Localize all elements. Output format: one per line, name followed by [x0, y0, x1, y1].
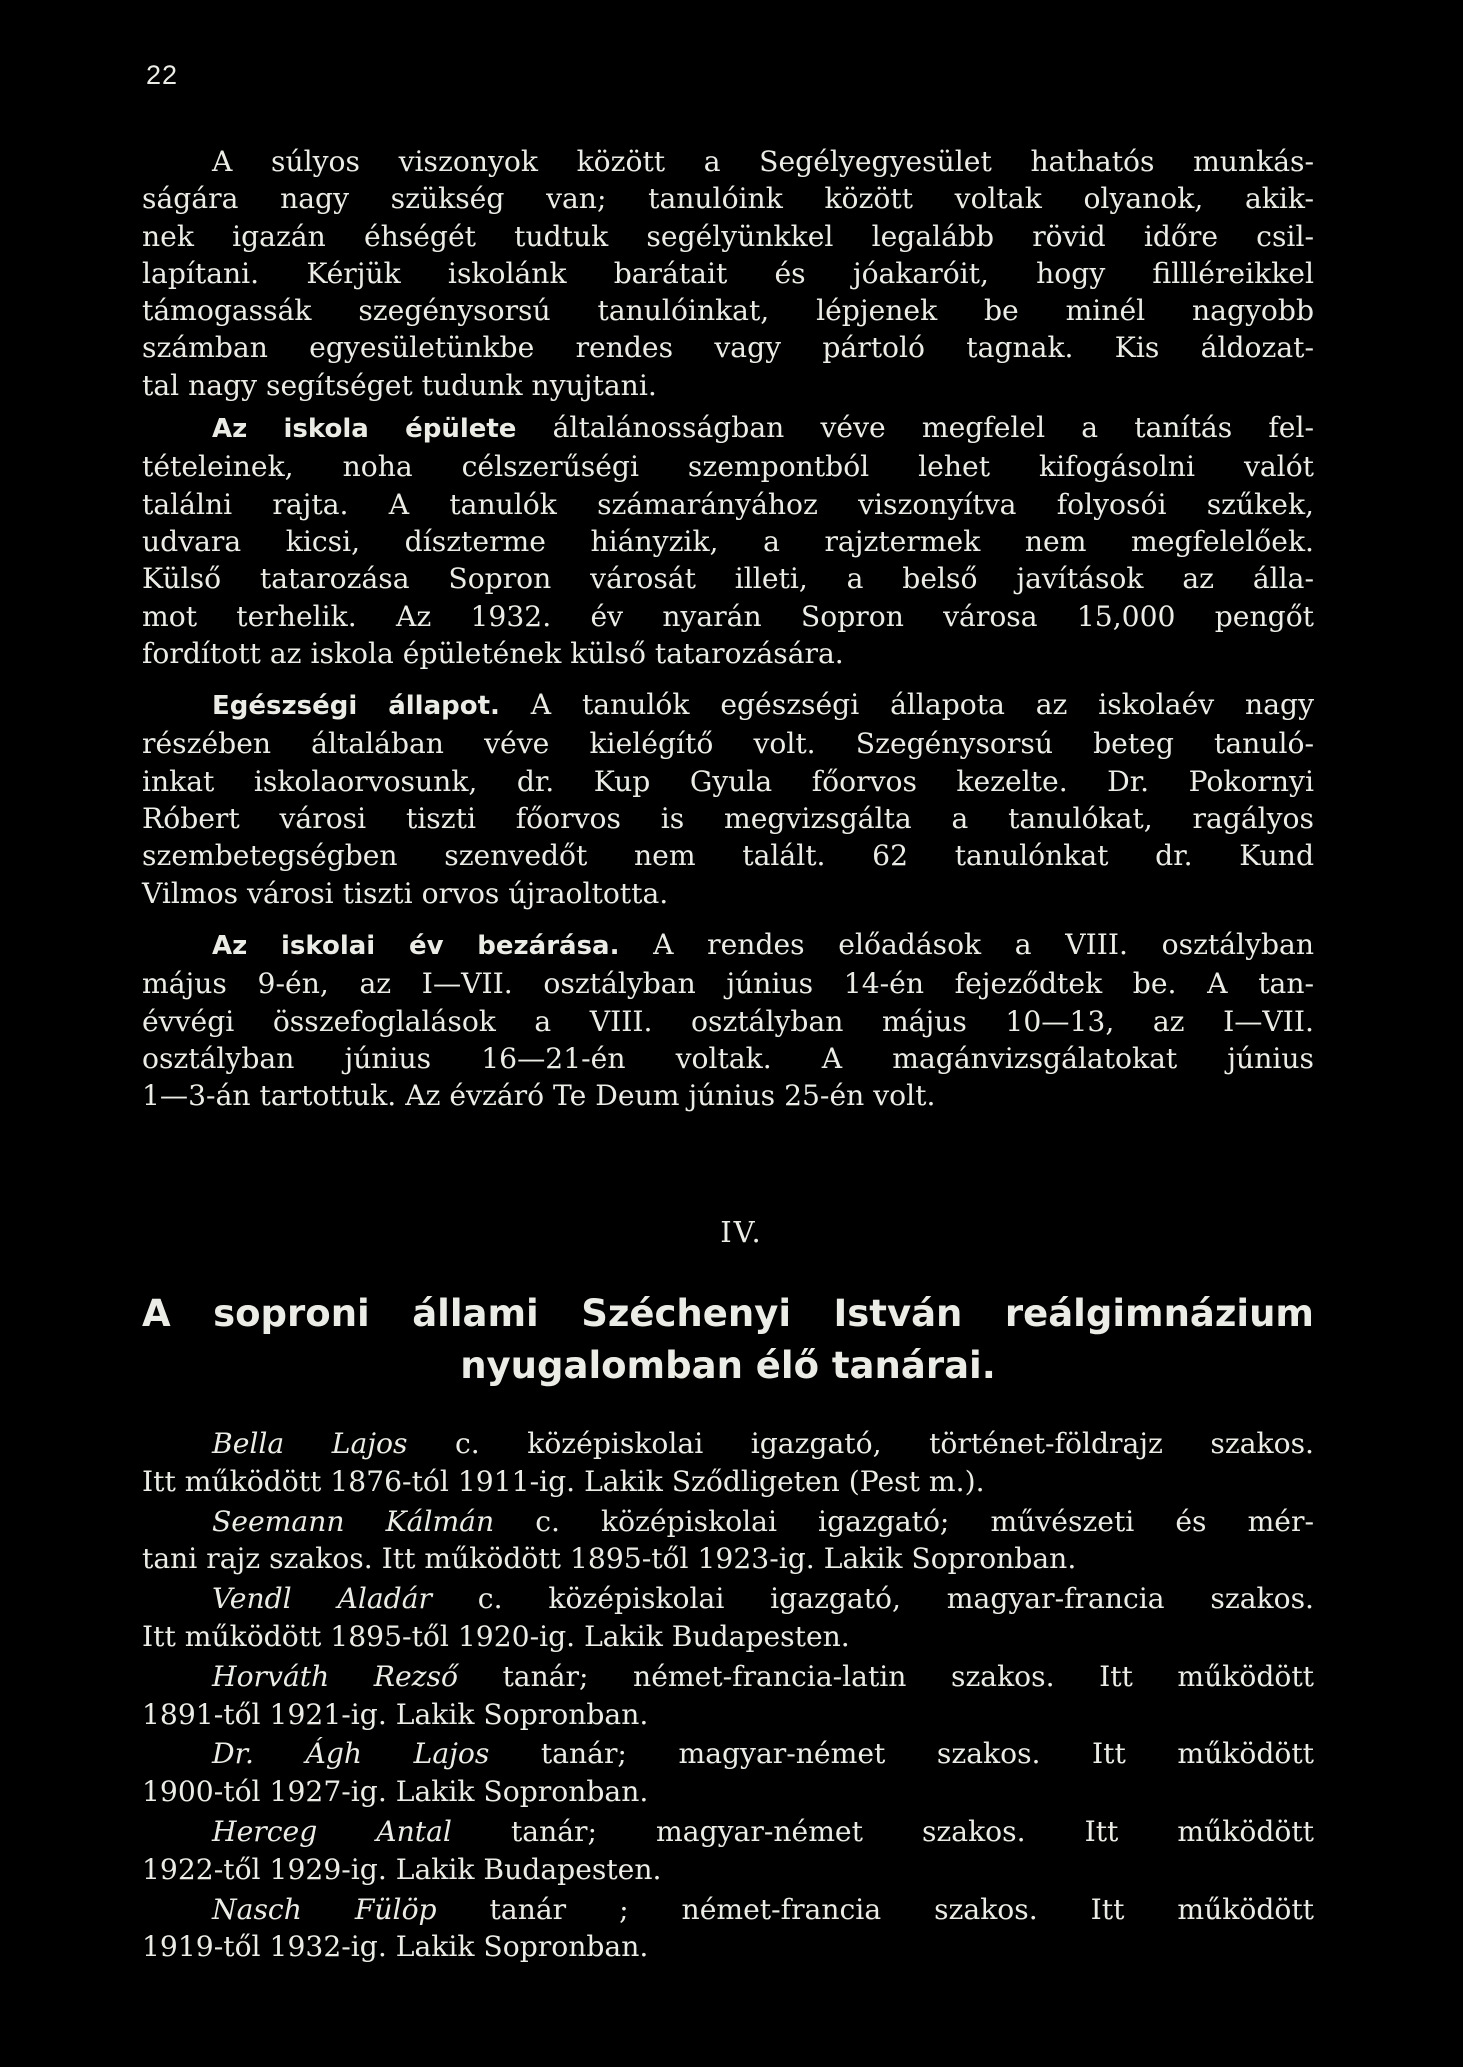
teacher-entry	[142, 1813, 1314, 1889]
text-line: évvégi összefoglalások a VIII. osztályban május 10—13, az I—VII.	[142, 1004, 1314, 1038]
text-line: számban egyesületünkbe rendes vagy pártoló tagnak. Kis áldozat-	[142, 331, 1314, 365]
paragraph-school-year-closing	[142, 926, 1314, 1114]
text-line: inkat iskolaorvosunk, dr. Kup Gyula főorvos kezelte. Dr. Pokornyi	[142, 764, 1314, 798]
text-line: Dr. Ágh Lajos tanár; magyar-német szakos. Itt működött	[212, 1737, 1314, 1771]
teacher-name: Bella Lajos	[212, 1427, 408, 1460]
teacher-name: Nasch Fülöp	[212, 1892, 437, 1926]
text-line: találni rajta. A tanulók számarányához viszonyítva folyosói szűkek,	[142, 487, 1314, 521]
section-heading	[142, 1288, 1314, 1392]
report-body	[142, 143, 1314, 1114]
text-line: A súlyos viszonyok között a Segélyegyesület hathatós munkás-	[212, 145, 1314, 178]
text-line: Seemann Kálmán c. középiskolai igazgató; művészeti és mér-	[212, 1504, 1314, 1538]
text-line: Egészségi állapot. A tanulók egészségi állapota az iskolaév nagy	[212, 688, 1314, 722]
teacher-name: Vendl Aladár	[212, 1582, 432, 1616]
text-line: 1—3-án tartottuk. Az évzáró Te Deum június 25-én volt.	[142, 1079, 936, 1113]
section-lead: Az iskolai év bezárása.	[212, 930, 620, 961]
paragraph-relief-society	[142, 143, 1314, 404]
text-line: részében általában véve kielégítő volt. Szegénysorsú beteg tanuló-	[142, 727, 1314, 761]
text-line: ságára nagy szükség van; tanulóink között voltak olyanok, akik-	[142, 182, 1314, 216]
text-line: 1891-től 1921-ig. Lakik Sopronban.	[142, 1697, 649, 1731]
teacher-entry	[142, 1735, 1314, 1811]
teacher-entry	[142, 1891, 1314, 1967]
text-line: május 9-én, az I—VII. osztályban június 14-én fejeződtek be. A tan-	[142, 967, 1314, 1001]
text-line: tételeinek, noha célszerűségi szempontból lehet kifogásolni valót	[142, 450, 1314, 484]
text-line: Vilmos városi tiszti orvos újraoltotta.	[142, 876, 669, 910]
text-line: Róbert városi tiszti főorvos is megvizsgálta a tanulókat, ragályos	[142, 802, 1314, 836]
text-line: fordított az iskola épületének külső tatarozására.	[142, 636, 844, 670]
teacher-entry	[142, 1503, 1314, 1579]
teacher-name: Seemann Kálmán	[212, 1504, 495, 1538]
section-lead: Egészségi állapot.	[212, 691, 500, 722]
paragraph-health-status	[142, 686, 1314, 912]
text-line: Vendl Aladár c. középiskolai igazgató, magyar-francia szakos.	[212, 1582, 1314, 1616]
teacher-entry	[142, 1580, 1314, 1656]
teacher-name: Herceg Antal	[212, 1814, 452, 1848]
text-line: nek igazán éhségét tudtuk segélyünkkel legalább rövid időre csil-	[142, 219, 1314, 253]
text-line: 1900-tól 1927-ig. Lakik Sopronban.	[142, 1775, 649, 1809]
text-line: tal nagy segítséget tudunk nyujtani.	[142, 368, 657, 402]
section-number: IV.	[720, 1215, 763, 1249]
text-line: Horváth Rezső tanár; német-francia-latin szakos. Itt működött	[212, 1659, 1315, 1693]
text-line: Itt működött 1876-tól 1911-ig. Lakik Sződligeten (Pest m.).	[142, 1464, 985, 1498]
text-line: Bella Lajos c. középiskolai igazgató, történet-földrajz szakos.	[212, 1427, 1314, 1460]
teacher-name: Horváth Rezső	[212, 1659, 458, 1693]
text-line: osztályban június 16—21-én voltak. A magánvizsgálatokat június	[142, 1041, 1314, 1075]
text-line: mot terhelik. Az 1932. év nyarán Sopron városa 15,000 pengőt	[142, 599, 1314, 633]
heading-line: nyugalomban élő tanárai.	[460, 1344, 996, 1387]
teacher-entry	[142, 1425, 1314, 1501]
text-line: Külső tatarozása Sopron városát illeti, a belső javítások az álla-	[142, 562, 1314, 596]
section-lead: Az iskola épülete	[212, 414, 517, 445]
text-line: 1922-től 1929-ig. Lakik Budapesten.	[142, 1852, 662, 1886]
teacher-entry	[142, 1658, 1314, 1734]
text-line: Az iskola épülete általánosságban véve megfelel a tanítás fel-	[212, 411, 1314, 445]
text-line: szembetegségben szenvedőt nem talált. 62 tanulónkat dr. Kund	[142, 839, 1314, 873]
text-line: támogassák szegénysorsú tanulóinkat, lépjenek be minél nagyobb	[142, 294, 1314, 328]
text-line: tani rajz szakos. Itt működött 1895-től 1923-ig. Lakik Sopronban.	[142, 1542, 1077, 1576]
text-line: Az iskolai év bezárása. A rendes előadások a VIII. osztályban	[212, 927, 1314, 961]
text-line: Nasch Fülöp tanár ; német-francia szakos. Itt működött	[212, 1892, 1315, 1926]
text-line: Itt működött 1895-től 1920-ig. Lakik Budapesten.	[142, 1619, 850, 1653]
heading-line: A soproni állami Széchenyi István reálgimnázium	[142, 1292, 1314, 1335]
text-line: 1919-től 1932-ig. Lakik Sopronban.	[142, 1930, 649, 1964]
retired-teachers-list	[142, 1425, 1314, 1968]
paragraph-school-building	[142, 409, 1314, 672]
text-line: udvara kicsi, díszterme hiányzik, a rajztermek nem megfelelőek.	[142, 524, 1314, 558]
teacher-name: Dr. Ágh Lajos	[212, 1737, 490, 1771]
text-line: Herceg Antal tanár; magyar-német szakos. Itt működött	[212, 1814, 1314, 1848]
text-line: lapítani. Kérjük iskolánk barátait és jóakaróit, hogy fillléreikkel	[142, 256, 1314, 290]
page-number: 22	[146, 60, 179, 90]
